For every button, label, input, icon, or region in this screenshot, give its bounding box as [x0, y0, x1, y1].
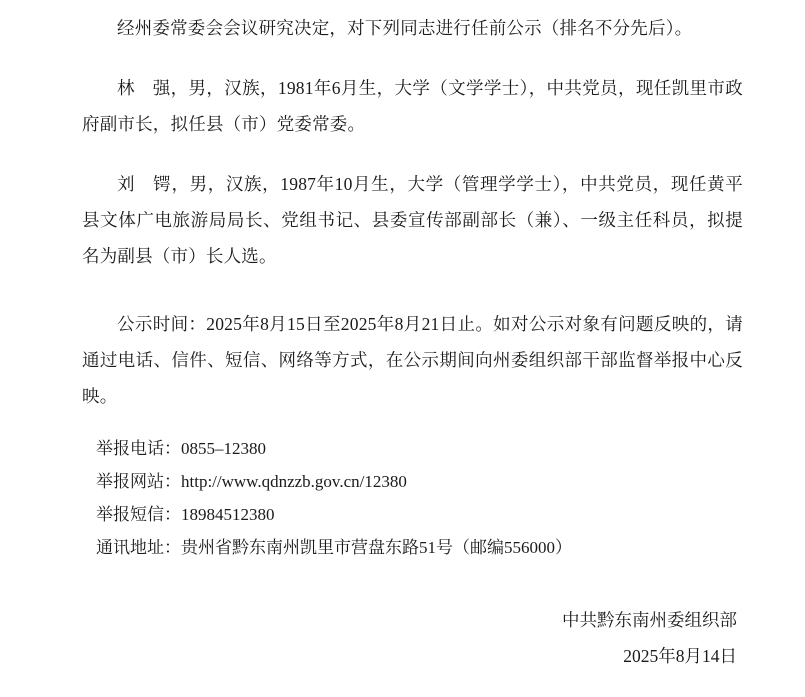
candidate-name-1: 林 强 [117, 78, 171, 98]
candidate-name-2: 刘 锷 [117, 174, 172, 194]
contact-website: 举报网站：http://www.qdnzzb.gov.cn/12380 [96, 472, 407, 491]
signature-organization: 中共黔东南州委组织部 [562, 610, 737, 630]
contact-address: 通讯地址：贵州省黔东南州凯里市营盘东路51号（邮编556000） [96, 538, 572, 557]
signature-block [82, 602, 743, 674]
contact-sms: 举报短信：18984512380 [96, 505, 275, 524]
candidate-bio-2: ，男，汉族，1987年10月生，大学（管理学学士），中共党员，现任黄平县文体广电旅游局局长、党组书记、县委宣传部副部长（兼）、一级主任科员，拟提名为副县（市）长人选。 [82, 174, 743, 266]
signature-date: 2025年8月14日 [623, 646, 737, 666]
candidate-paragraph-1 [82, 70, 743, 142]
contact-block [82, 432, 743, 564]
notice-paragraph: 公示时间：2025年8月15日至2025年8月21日止。如对公示对象有问题反映的，请通过电话、信件、短信、网络等方式，在公示期间向州委组织部干部监督举报中心反映。 [82, 314, 743, 406]
candidate-paragraph-2 [82, 166, 743, 274]
paragraph-spacer [82, 292, 743, 306]
candidate-bio-1: ，男，汉族，1981年6月生，大学（文学学士），中共党员，现任凯里市政府副市长，拟任县（市）党委常委。 [82, 78, 743, 134]
contact-phone: 举报电话：0855–12380 [96, 439, 266, 458]
intro-paragraph: 经州委常委会会议研究决定，对下列同志进行任前公示（排名不分先后）。 [117, 18, 693, 38]
